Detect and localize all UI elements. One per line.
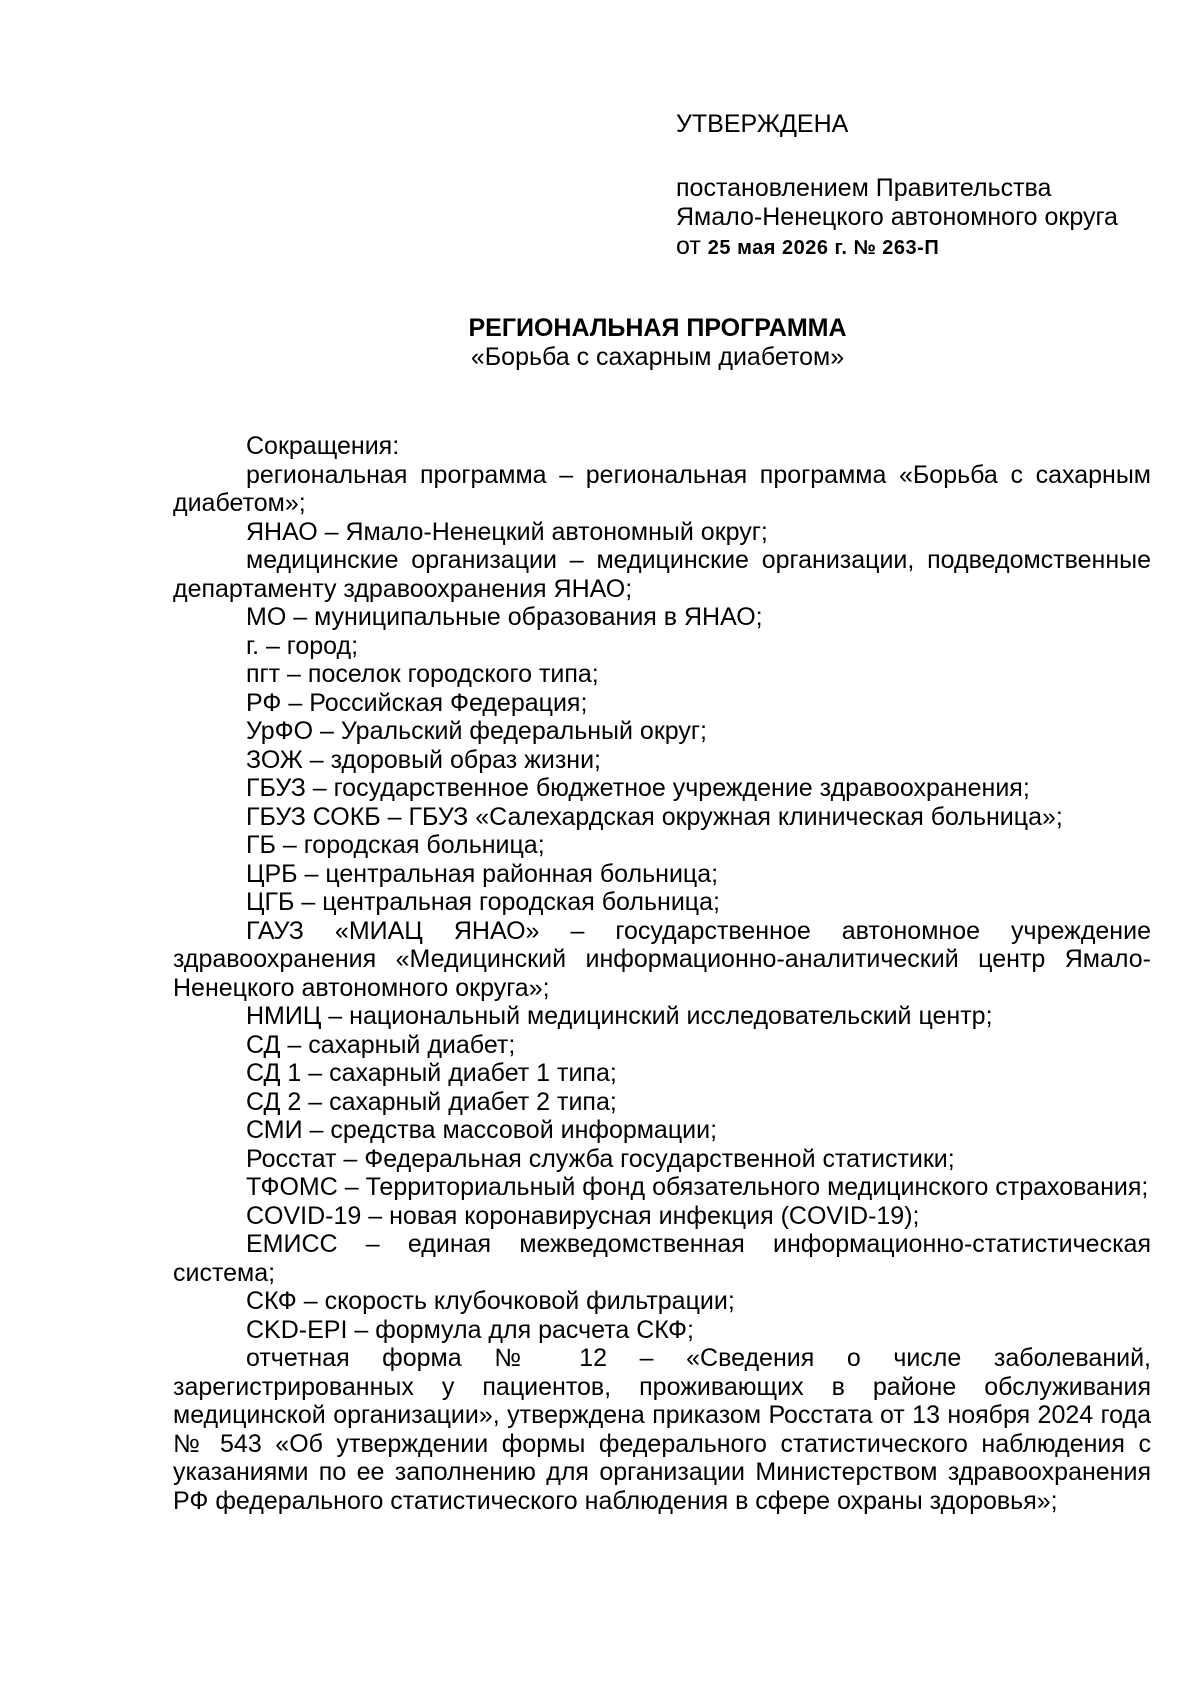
abbreviation-item: НМИЦ – национальный медицинский исследовательский центр; [246,1002,993,1030]
abbreviation-item: ЦГБ – центральная городская больница; [246,888,720,916]
abbreviation-item: ГБУЗ – государственное бюджетное учреждение здравоохранения; [246,774,1030,802]
document-title: РЕГИОНАЛЬНАЯ ПРОГРАММА [468,314,847,342]
abbreviation-item: РФ – Российская Федерация; [246,688,588,717]
abbreviation-item: СКФ – скорость клубочковой фильтрации; [246,1287,735,1315]
approval-stamp: УТВЕРЖДЕНА [676,110,849,138]
abbreviation-item: ГБ – городская больница; [246,831,545,859]
abbreviation-item: ГАУЗ «МИАЦ ЯНАО» – государственное автономное учреждение здравоохранения «Медицинский информационно-аналитический центр Ямало-Ненецкого автономного округа»; [173,916,1151,1002]
abbreviations-section [173,432,1151,1515]
abbreviation-item: отчетная форма № 12 – «Сведения о числе заболеваний, зарегистрированных у пациентов, проживающих в районе обслуживания медицинской организации», утверждена приказом Росстата от 13 ноября 2024 года № 543 «Об утверждении формы федерального статистического наблюдения с указаниями по ее заполнению для организации Министерством здравоохранения РФ федерального статистического наблюдения в сфере охраны здоровья»; [173,1344,1151,1515]
section-heading: Сокращения: [246,432,400,460]
abbreviation-item: CKD-EPI – формула для расчета СКФ; [246,1315,694,1344]
abbreviation-item: ЯНАО – Ямало-Ненецкий автономный округ; [246,517,768,546]
abbreviation-item: УрФО – Уральский федеральный округ; [246,717,707,745]
abbreviation-item: г. – город; [246,631,359,660]
abbreviation-item: медицинские организации – медицинские организации, подведомственные департаменту здравоохранения ЯНАО; [173,546,1151,603]
abbreviation-item: пгт – поселок городского типа; [246,660,599,688]
approval-authority: постановлением Правительства [676,174,1052,202]
abbreviation-item: СД – сахарный диабет; [246,1030,516,1059]
document-heading [0,314,1200,372]
abbreviation-item: Росстат – Федеральная служба государственной статистики; [246,1144,955,1173]
approval-date-line [676,232,1156,263]
abbreviation-item: СД 1 – сахарный диабет 1 типа; [246,1059,617,1087]
abbreviation-item: ЦРБ – центральная районная больница; [246,859,719,888]
abbreviation-item: ЕМИСС – единая межведомственная информационно-статистическая система; [173,1230,1151,1287]
abbreviation-item: СМИ – средства массовой информации; [246,1116,718,1144]
abbreviation-item: ТФОМС – Территориальный фонд обязательного медицинского страхования; [246,1173,1149,1201]
abbreviation-item: ГБУЗ СОКБ – ГБУЗ «Салехардская окружная клиническая больница»; [246,802,1063,831]
approval-region: Ямало-Ненецкого автономного округа [676,203,1118,231]
approval-date-ref: 25 мая 2026 г. № 263-П [707,237,940,259]
abbreviation-item: ЗОЖ – здоровый образ жизни; [246,745,601,774]
abbreviation-item: региональная программа – региональная программа «Борьба с сахарным диабетом»; [173,460,1151,517]
document-subtitle: «Борьба с сахарным диабетом» [470,343,845,371]
abbreviation-item: СД 2 – сахарный диабет 2 типа; [246,1087,617,1116]
approval-block [676,110,1156,263]
abbreviation-item: COVID-19 – новая коронавирусная инфекция (COVID-19); [246,1201,920,1230]
abbreviation-item: МО – муниципальные образования в ЯНАО; [246,603,763,631]
approval-date-prefix: от [676,232,701,260]
